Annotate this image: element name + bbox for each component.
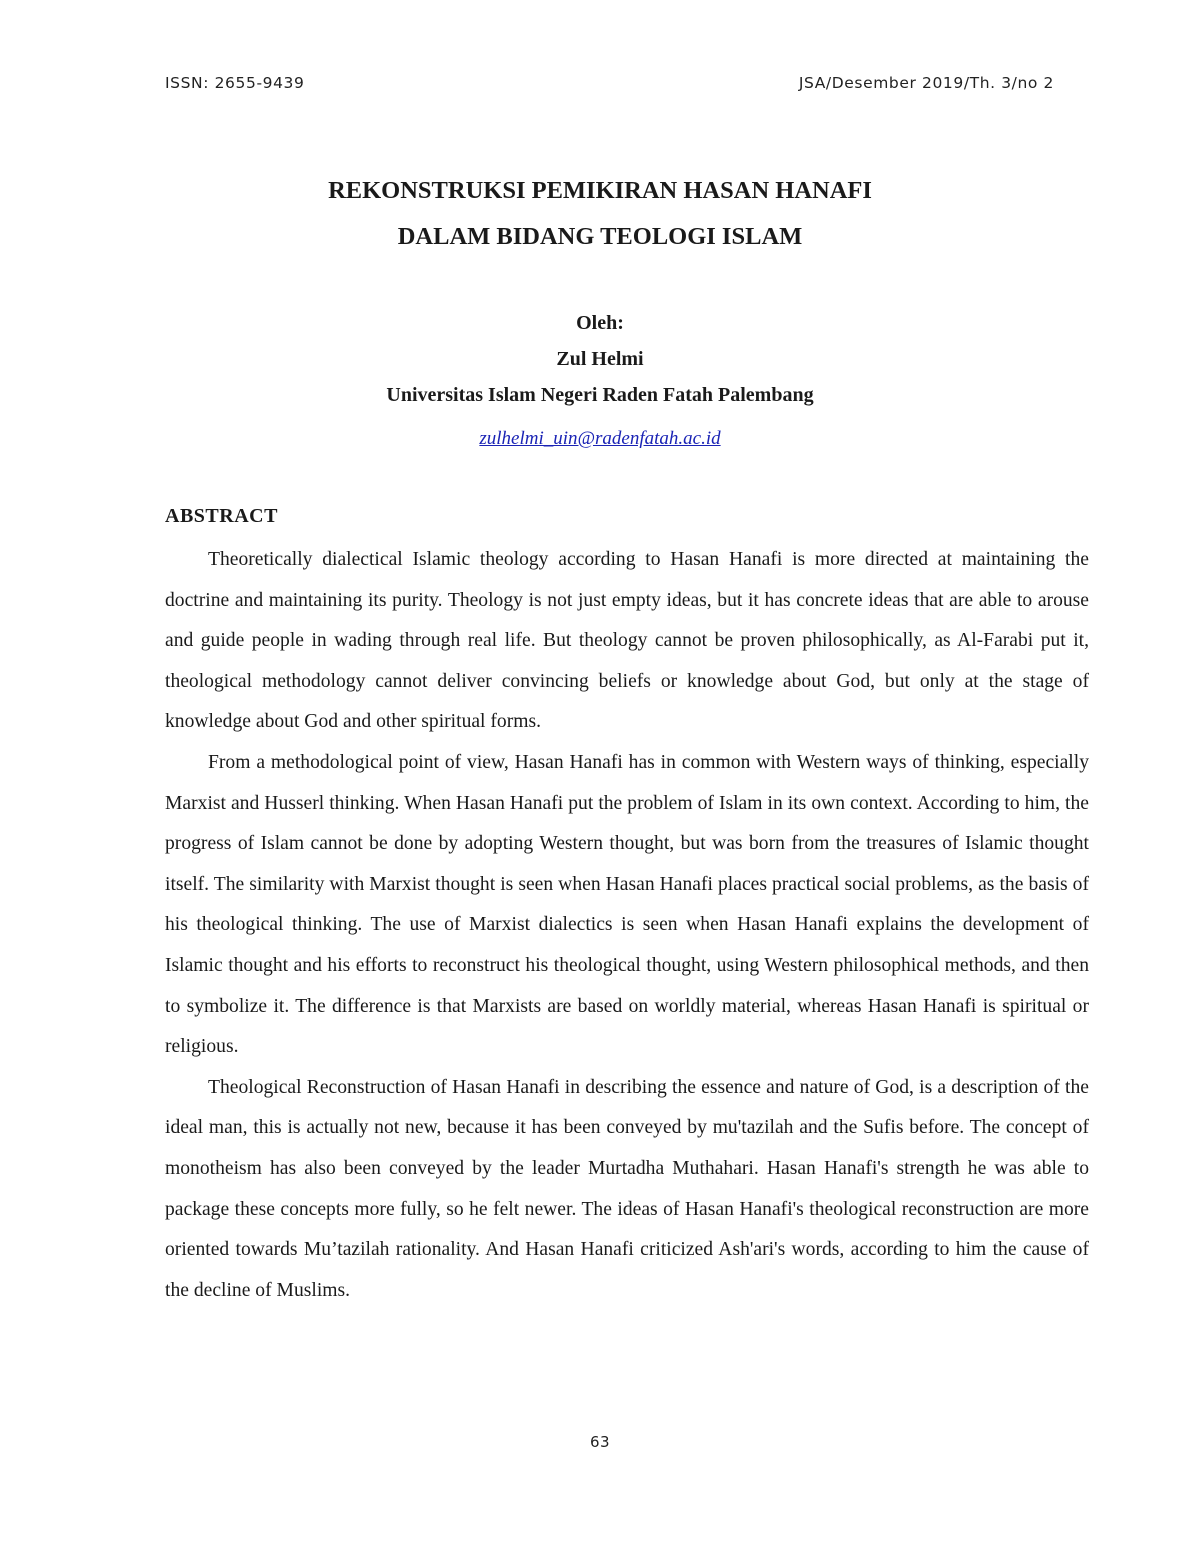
journal-issue-label: JSA/Desember 2019/Th. 3/no 2 <box>798 74 1054 92</box>
abstract-body <box>165 540 1089 1311</box>
byline-label: Oleh: <box>576 312 624 334</box>
author-affiliation: Universitas Islam Negeri Raden Fatah Palembang <box>386 384 814 406</box>
title-line-2: DALAM BIDANG TEOLOGI ISLAM <box>397 223 803 250</box>
byline <box>0 305 1200 457</box>
title-line-1: REKONSTRUKSI PEMIKIRAN HASAN HANAFI <box>328 177 872 204</box>
issn-label: ISSN: 2655-9439 <box>165 74 305 92</box>
abstract-paragraph-2: From a methodological point of view, Hasan Hanafi has in common with Western ways of thinking, especially Marxist and Husserl thinking. When Hasan Hanafi put the problem of Islam in its own context. According to him, the progress of Islam cannot be done by adopting Western thought, but was born from the treasures of Islamic thought itself. The similarity with Marxist thought is seen when Hasan Hanafi places practical social problems, as the basis of his theological thinking. The use of Marxist dialectics is seen when Hasan Hanafi explains the development of Islamic thought and his efforts to reconstruct his theological thought, using Western philosophical methods, and then to symbolize it. The difference is that Marxists are based on worldly material, whereas Hasan Hanafi is spiritual or religious. <box>165 751 1089 1058</box>
abstract-heading: ABSTRACT <box>165 505 278 527</box>
running-header <box>165 74 1054 98</box>
abstract-paragraph-1: Theoretically dialectical Islamic theology according to Hasan Hanafi is more directed at maintaining the doctrine and maintaining its purity. Theology is not just empty ideas, but it has concrete ideas that are able to arouse and guide people in wading through real life. But theology cannot be proven philosophically, as Al-Farabi put it, theological methodology cannot deliver convincing beliefs or knowledge about God, but only at the stage of knowledge about God and other spiritual forms. <box>165 549 1089 733</box>
author-name: Zul Helmi <box>556 348 644 370</box>
article-title <box>0 168 1200 260</box>
page-number: 63 <box>589 1433 611 1451</box>
abstract-paragraph-3: Theological Reconstruction of Hasan Hanafi in describing the essence and nature of God, is a description of the ideal man, this is actually not new, because it has been conveyed by mu'tazilah and the Sufis before. The concept of monotheism has also been conveyed by the leader Murtadha Muthahari. Hasan Hanafi's strength he was able to package these concepts more fully, so he felt newer. The ideas of Hasan Hanafi's theological reconstruction are more oriented towards Mu’tazilah rationality. And Hasan Hanafi criticized Ash'ari's words, according to him the cause of the decline of Muslims. <box>165 1076 1089 1301</box>
author-email-link[interactable]: zulhelmi_uin@radenfatah.ac.id <box>479 428 721 449</box>
